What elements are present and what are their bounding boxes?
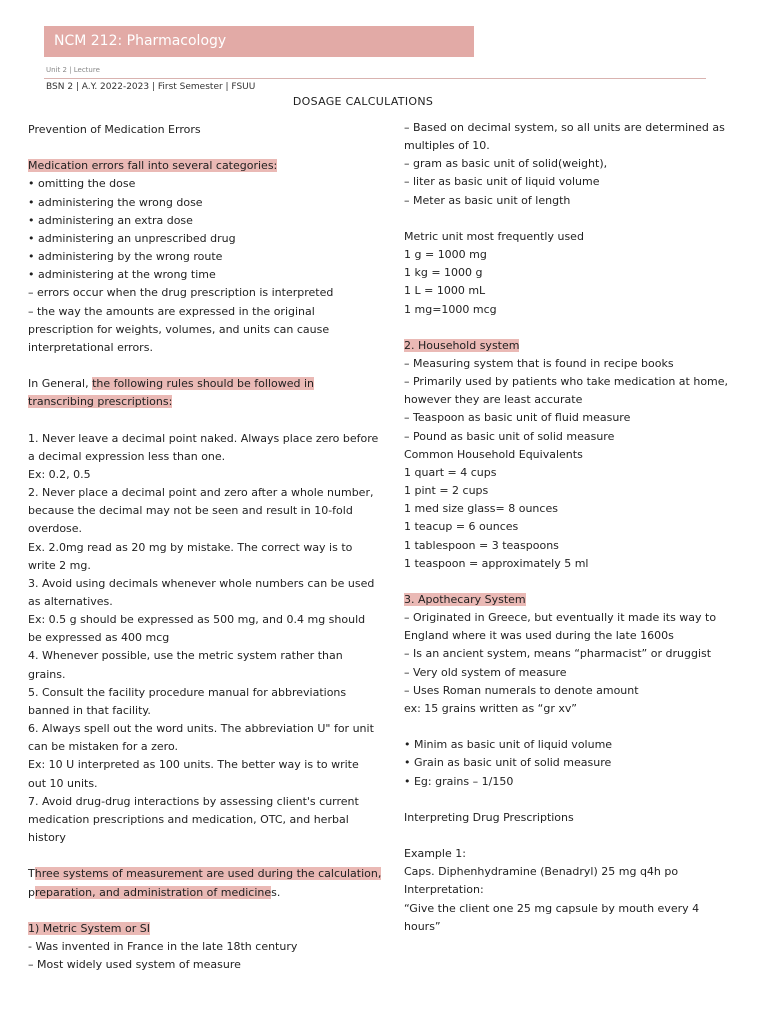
highlighted-text: 1) Metric System or SI xyxy=(28,921,150,935)
text-line xyxy=(28,666,388,684)
line-text: 1 kg = 1000 g xyxy=(404,266,483,280)
line-text: – Very old system of measure xyxy=(404,665,567,679)
text-line xyxy=(28,611,388,629)
text-line xyxy=(404,428,744,446)
text-line xyxy=(404,791,744,809)
text-line xyxy=(28,865,388,883)
line-text: Ex. 2.0mg read as 20 mg by mistake. The correct way is to xyxy=(28,540,353,554)
text-line xyxy=(28,230,388,248)
text-line xyxy=(28,194,388,212)
text-line xyxy=(28,738,388,756)
line-text: overdose. xyxy=(28,522,83,536)
text-line xyxy=(404,173,744,191)
text-line xyxy=(404,155,744,173)
line-text: – Meter as basic unit of length xyxy=(404,193,571,207)
line-text: • administering an extra dose xyxy=(28,213,193,227)
line-text: 1 quart = 4 cups xyxy=(404,465,497,479)
line-text: – Uses Roman numerals to denote amount xyxy=(404,683,639,697)
highlighted-text: the following rules should be followed in xyxy=(92,377,315,391)
line-text: – liter as basic unit of liquid volume xyxy=(404,175,600,189)
text-line xyxy=(28,884,388,902)
line-text: 1 L = 1000 mL xyxy=(404,284,486,298)
text-line xyxy=(28,720,388,738)
line-text: 5. Consult the facility procedure manual for abbreviations xyxy=(28,685,347,699)
text-line xyxy=(28,647,388,665)
line-text: grains. xyxy=(28,667,66,681)
course-banner xyxy=(44,26,474,57)
line-text: • omitting the dose xyxy=(28,177,136,191)
text-line xyxy=(404,591,744,609)
course-info: BSN 2 | A.Y. 2022-2023 | First Semester | FSUU xyxy=(46,82,256,92)
text-line xyxy=(404,192,744,210)
text-line xyxy=(28,266,388,284)
text-line xyxy=(28,775,388,793)
page-title: DOSAGE CALCULATIONS xyxy=(292,95,434,108)
text-line xyxy=(28,139,388,157)
line-text: • administering at the wrong time xyxy=(28,268,216,282)
line-text: – Most widely used system of measure xyxy=(28,958,241,972)
line-text: Example 1: xyxy=(404,847,466,861)
line-text: • Minim as basic unit of liquid volume xyxy=(404,738,613,752)
line-text: be expressed as 400 mcg xyxy=(28,631,170,645)
text-line xyxy=(404,391,744,409)
text-line xyxy=(404,827,744,845)
text-line xyxy=(404,537,744,555)
text-line xyxy=(404,464,744,482)
text-line xyxy=(28,793,388,811)
course-title: NCM 212: Pharmacology xyxy=(54,33,227,49)
text-line xyxy=(404,210,744,228)
line-text: 1 teaspoon = approximately 5 ml xyxy=(404,556,589,570)
text-line xyxy=(28,847,388,865)
line-text: • administering the wrong dose xyxy=(28,195,203,209)
text-line xyxy=(404,627,744,645)
left-column xyxy=(28,121,388,974)
line-text: – errors occur when the drug prescription is interpreted xyxy=(28,286,334,300)
text-line xyxy=(28,593,388,611)
text-line xyxy=(404,900,744,918)
line-text: Ex: 0.2, 0.5 xyxy=(28,467,91,481)
line-text: because the decimal may not be seen and result in 10-fold xyxy=(28,504,353,518)
line-text: – Based on decimal system, so all units are determined as xyxy=(404,121,725,134)
text-line xyxy=(28,502,388,520)
highlighted-text: hree systems of measurement are used during the calculation, xyxy=(34,867,382,881)
text-line xyxy=(404,773,744,791)
line-text: 1 g = 1000 mg xyxy=(404,248,487,262)
line-text: history xyxy=(28,831,66,845)
text-line xyxy=(404,264,744,282)
right-column xyxy=(404,119,744,936)
text-line xyxy=(28,175,388,193)
text-line xyxy=(28,756,388,774)
line-text: Common Household Equivalents xyxy=(404,447,583,461)
text-line xyxy=(28,121,388,139)
line-text: a decimal expression less than one. xyxy=(28,449,226,463)
text-line xyxy=(28,629,388,647)
text-line xyxy=(404,754,744,772)
text-line xyxy=(28,448,388,466)
line-prefix: In General, xyxy=(28,377,93,391)
line-prefix: T xyxy=(28,867,35,881)
unit-label: Unit 2 | Lecture xyxy=(46,66,100,74)
line-text: – Is an ancient system, means “pharmacist” or druggist xyxy=(404,647,712,661)
line-text: • Eg: grains – 1/150 xyxy=(404,774,514,788)
line-text: prescription for weights, volumes, and units can cause xyxy=(28,322,330,336)
text-line xyxy=(404,482,744,500)
line-text: • administering an unprescribed drug xyxy=(28,231,236,245)
text-line xyxy=(404,319,744,337)
text-line xyxy=(404,809,744,827)
line-text: Interpretation: xyxy=(404,883,484,897)
text-line xyxy=(404,881,744,899)
text-line xyxy=(28,557,388,575)
text-line xyxy=(404,682,744,700)
line-suffix: s. xyxy=(271,885,281,899)
text-line xyxy=(28,902,388,920)
line-text: – the way the amounts are expressed in the original xyxy=(28,304,315,318)
text-line xyxy=(28,575,388,593)
highlighted-text: Medication errors fall into several categories: xyxy=(28,159,278,173)
text-line xyxy=(28,829,388,847)
line-text: 2. Never place a decimal point and zero after a whole number, xyxy=(28,486,374,500)
text-line xyxy=(404,700,744,718)
line-text: 3. Avoid using decimals whenever whole numbers can be used xyxy=(28,576,375,590)
text-line xyxy=(404,137,744,155)
line-text: 1 pint = 2 cups xyxy=(404,484,489,498)
text-line xyxy=(28,956,388,974)
text-line xyxy=(28,702,388,720)
line-text: 1 mg=1000 mcg xyxy=(404,302,497,316)
text-line xyxy=(404,555,744,573)
text-line xyxy=(404,282,744,300)
highlighted-text: transcribing prescriptions: xyxy=(28,395,173,409)
text-line xyxy=(404,573,744,591)
text-line xyxy=(28,484,388,502)
text-line xyxy=(404,355,744,373)
line-text: Metric unit most frequently used xyxy=(404,229,584,243)
line-text: as alternatives. xyxy=(28,595,113,609)
text-line xyxy=(28,684,388,702)
text-line xyxy=(404,373,744,391)
line-text: • Grain as basic unit of solid measure xyxy=(404,756,612,770)
text-line xyxy=(28,248,388,266)
line-text: write 2 mg. xyxy=(28,558,91,572)
line-text: however they are least accurate xyxy=(404,393,583,407)
line-text: 1. Never leave a decimal point naked. Always place zero before xyxy=(28,431,379,445)
text-line xyxy=(28,920,388,938)
line-text: ex: 15 grains written as “gr xv” xyxy=(404,701,577,715)
line-text: 1 med size glass= 8 ounces xyxy=(404,502,558,516)
line-text: can be mistaken for a zero. xyxy=(28,740,178,754)
text-line xyxy=(28,375,388,393)
text-line xyxy=(404,664,744,682)
line-text: – Measuring system that is found in recipe books xyxy=(404,357,674,370)
line-prefix: p xyxy=(28,885,35,899)
text-line xyxy=(28,520,388,538)
line-text: England where it was used during the late 1600s xyxy=(404,629,674,643)
line-text: 7. Avoid drug-drug interactions by assessing client's current xyxy=(28,794,359,808)
text-line xyxy=(28,430,388,448)
text-line xyxy=(28,157,388,175)
text-line xyxy=(28,321,388,339)
text-line xyxy=(404,119,744,137)
text-line xyxy=(28,811,388,829)
line-text: - Was invented in France in the late 18th century xyxy=(28,939,298,953)
text-line xyxy=(28,357,388,375)
text-line xyxy=(404,246,744,264)
line-text: – Originated in Greece, but eventually it made its way to xyxy=(404,611,717,625)
highlighted-text: 3. Apothecary System xyxy=(404,593,526,607)
line-text: medication prescriptions and medication, OTC, and herbal xyxy=(28,812,349,826)
line-text: – Primarily used by patients who take medication at home, xyxy=(404,375,729,389)
line-text: banned in that facility. xyxy=(28,703,151,717)
line-text: 1 tablespoon = 3 teaspoons xyxy=(404,538,559,552)
line-text: Ex: 10 U interpreted as 100 units. The better way is to write xyxy=(28,758,359,772)
line-text: hours” xyxy=(404,919,441,933)
text-line xyxy=(404,736,744,754)
line-text: Prevention of Medication Errors xyxy=(28,123,201,136)
text-line xyxy=(404,446,744,464)
text-line xyxy=(404,228,744,246)
line-text: 4. Whenever possible, use the metric system rather than xyxy=(28,649,343,663)
line-text: multiples of 10. xyxy=(404,139,490,153)
text-line xyxy=(404,863,744,881)
text-line xyxy=(28,339,388,357)
text-line xyxy=(28,393,388,411)
text-line xyxy=(28,303,388,321)
text-line xyxy=(28,284,388,302)
text-line xyxy=(28,411,388,429)
text-line xyxy=(28,938,388,956)
line-text: 1 teacup = 6 ounces xyxy=(404,520,519,534)
text-line xyxy=(404,718,744,736)
text-line xyxy=(404,845,744,863)
line-text: Ex: 0.5 g should be expressed as 500 mg, and 0.4 mg should xyxy=(28,613,366,627)
text-line xyxy=(404,918,744,936)
text-line xyxy=(404,645,744,663)
line-text: – gram as basic unit of solid(weight), xyxy=(404,157,608,171)
text-line xyxy=(404,500,744,518)
text-line xyxy=(28,539,388,557)
line-text: – Pound as basic unit of solid measure xyxy=(404,429,615,443)
text-line xyxy=(404,337,744,355)
header-divider xyxy=(44,78,706,79)
line-text: “Give the client one 25 mg capsule by mouth every 4 xyxy=(404,901,700,915)
text-line xyxy=(404,409,744,427)
line-text: Interpreting Drug Prescriptions xyxy=(404,810,574,824)
line-text: out 10 units. xyxy=(28,776,98,790)
text-line xyxy=(404,301,744,319)
highlighted-text: 2. Household system xyxy=(404,338,520,352)
text-line xyxy=(404,609,744,627)
text-line xyxy=(28,212,388,230)
highlighted-text: reparation, and administration of medicine xyxy=(34,885,272,899)
line-text: – Teaspoon as basic unit of fluid measure xyxy=(404,411,631,425)
line-text: 6. Always spell out the word units. The abbreviation U" for unit xyxy=(28,722,374,736)
line-text: • administering by the wrong route xyxy=(28,250,223,264)
line-text: Caps. Diphenhydramine (Benadryl) 25 mg q4h po xyxy=(404,865,679,879)
text-line xyxy=(28,466,388,484)
line-text: interpretational errors. xyxy=(28,340,153,354)
text-line xyxy=(404,518,744,536)
